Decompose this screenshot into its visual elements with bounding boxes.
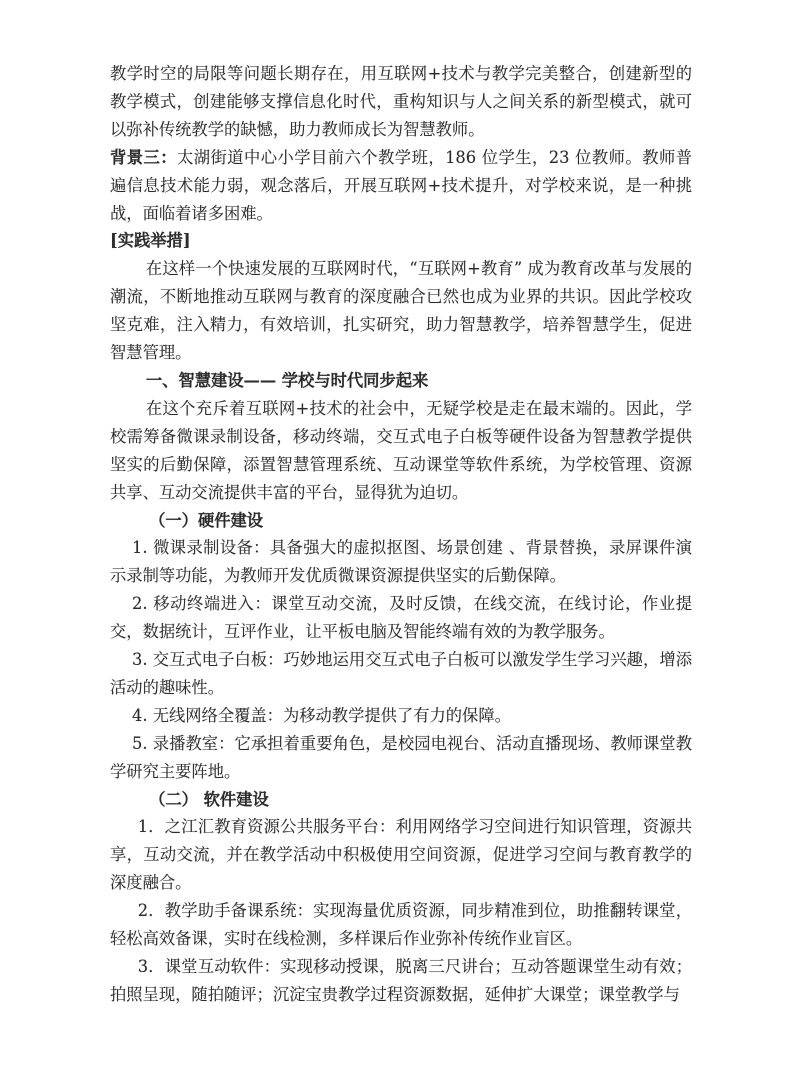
item-teaching-assistant-system: 2．教学助手备课系统：实现海量优质资源，同步精准到位，助推翻转课堂，轻松高效备课，实时在线检测，多样课后作业弥补传统作业盲区。 [110, 901, 692, 949]
item-classroom-interactive-software: 3．课堂互动软件：实现移动授课，脱离三尺讲台；互动答题课堂生动有效；拍照呈现，随拍随评；沉淀宝贵教学过程资源数据，延伸扩大课堂；课堂教学与 [110, 957, 692, 1004]
background-3-text: 太湖街道中心小学目前六个教学班，186 位学生，23 位教师。教师普遍信息技术能力弱，观念落后，开展互联网+技术提升，对学校来说，是一种挑战，面临着诸多困难。 [110, 147, 692, 223]
item-interactive-whiteboard: 3. 交互式电子白板：巧妙地运用交互式电子白板可以激发学生学习兴趣，增添活动的趣味性。 [110, 650, 692, 697]
heading-practice-measures: [实践举措] [110, 231, 191, 251]
paragraph-background-3 [110, 144, 692, 228]
background-3-label: 背景三： [110, 147, 178, 167]
heading-hardware-construction: （一）硬件建设 [149, 510, 264, 530]
paragraph-continuation: 教学时空的局限等问题长期存在，用互联网+技术与教学完美整合，创建新型的教学模式，创建能够支撑信息化时代，重构知识与人之间关系的新型模式，就可以弥补传统教学的缺憾，助力教师成长为智慧教师。 [110, 64, 692, 139]
item-mobile-terminal: 2. 移动终端进入：课堂互动交流，及时反馈，在线交流，在线讨论，作业提交，数据统计，互评作业，让平板电脑及智能终端有效的为教学服务。 [110, 594, 692, 642]
item-zhijianghui-platform: 1．之江汇教育资源公共服务平台：利用网络学习空间进行知识管理，资源共享，互动交流，并在教学活动中积极使用空间资源，促进学习空间与教育教学的深度融合。 [110, 817, 692, 893]
paragraph-internet-education: 在这样一个快速发展的互联网时代，“互联网+教育” 成为教育改革与发展的潮流，不断地推动互联网与教育的深度融合已然也成为业界的共识。因此学校攻坚克难，注入精力，有效培训，扎实研究，助力智慧教学，培养智慧学生，促进智慧管理。 [110, 259, 692, 363]
heading-software-construction: （二） 软件建设 [149, 789, 269, 809]
item-recording-classroom: 5. 录播教室：它承担着重要角色，是校园电视台、活动直播现场、教师课堂教学研究主要阵地。 [110, 733, 692, 781]
heading-smart-construction: 一、智慧建设—— 学校与时代同步起来 [145, 370, 429, 390]
item-wireless-network: 4. 无线网络全覆盖：为移动教学提供了有力的保障。 [132, 705, 511, 725]
paragraph-smart-construction-intro: 在这个充斥着互联网+技术的社会中，无疑学校是走在最末端的。因此，学校需筹备微课录制设备，移动终端，交互式电子白板等硬件设备为智慧教学提供坚实的后勤保障，添置智慧管理系统、互动课堂等软件系统，为学校管理、资源共享、互动交流提供丰富的平台，显得犹为迫切。 [110, 398, 692, 502]
item-micro-lesson-recording: 1. 微课录制设备：具备强大的虚拟抠图、场景创建 、背景替换，录屏课件演示录制等功能，为教师开发优质微课资源提供坚实的后勤保障。 [110, 538, 692, 586]
document-text-block [110, 60, 692, 1009]
